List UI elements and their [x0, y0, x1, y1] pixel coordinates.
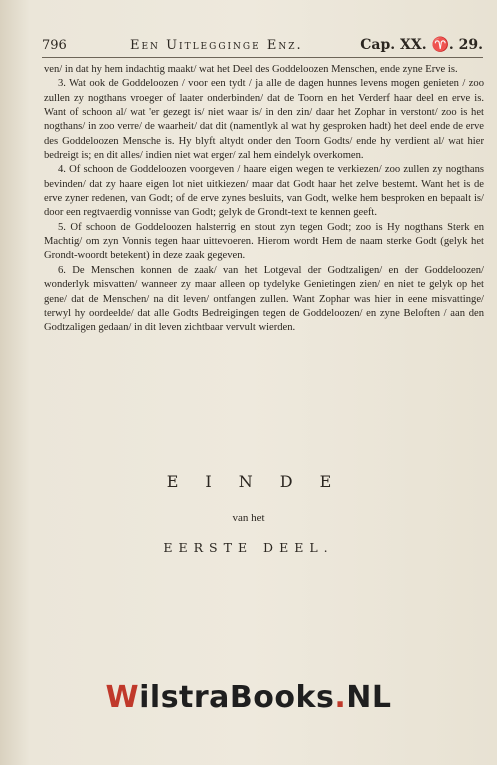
einde-heading: EINDE: [166, 472, 359, 491]
watermark-middle: ilstraBooks: [139, 680, 335, 715]
running-title: Een Uitlegginge Enz.: [130, 38, 303, 53]
paragraph-5: 5. Of schoon de Goddeloozen halsterrig en stout zyn tegen Godt; zoo is Hy nogthans Sterk en Machtig/ om zyn Vonnis tegen haar uittevoeren. Hierom wordt Hem de naam sterke Godt (gelyk het Grondt-woordt betekent) in deze zaak gegeven.: [44, 221, 484, 262]
header-rule: [42, 57, 483, 58]
van-het-line: van het: [232, 512, 265, 524]
watermark-dot: .: [334, 680, 347, 715]
paragraph-continuation: ven/ in dat hy hem indachtig maakt/ wat het Deel des Goddeloozen Menschen, ende zyne Erve is.: [44, 64, 458, 75]
page-header: [42, 34, 483, 56]
page-number: 796: [42, 38, 67, 53]
paragraph-4: 4. Of schoon de Goddeloozen voorgeven / haare eigen wegen te verkiezen/ zoo zullen zy nogthans bevinden/ dat zy haare eigen lot niet uitkiezen/ maar dat Godt haar het zelve bestemt. Want het is de erve zyner redenen, van Godt; of de erve zynes besluits, van Godt, welke hem besproken en bepaalt is/ door een regtvaerdig vonnisse van Godt; gelyk de Grondt-text te kennen geeft.: [44, 164, 484, 219]
paragraph-6: 6. De Menschen konnen de zaak/ van het Lotgeval der Godtzaligen/ en der Goddeloozen/ wonderlyk misvatten/ wanneer zy maar alleen op tydelyke Genietingen zien/ en niet te gelyk op het gene/ dat de Menschen/ na dit leven/ ontfangen zullen. Want Zophar was hier in eene misvattinge/ terwyl hy oordeelde/ dat alle Godts Bedreigingen tegen de Goddeloozen/ en zyne Beloften / aan den Godtzaligen gedaan/ in dit leven zichtbaar vervult wierden.: [44, 264, 484, 334]
wilstrabooks-watermark: [0, 680, 497, 715]
watermark-first-letter: W: [105, 680, 140, 715]
body-text: [44, 63, 484, 336]
paragraph-3: 3. Wat ook de Goddeloozen / voor een tydt / ja alle de dagen hunnes levens mogen genieten / zoo zullen zy nogthans vroeger of laater onderbinden/ dat de Toorn en het Verderf haar deel en erve is. Want of schoon al/ wat 'er gezegt is/ niet waar is/ in den zin/ daar het Zophar in verstont/ zoo is het nogthans/ in zoo verre/ de waarheit/ dat dit (namentlyk al wat hy gesproken hadt) het deel ende de erve des Goddeloozen Mensche is. Hy blyft altydt onder den Toorn Godts/ ende hy verdient al/ wat hier bedreigt is; en dit alles/ indien niet wat erger/ zal hem eindelyk overkomen.: [44, 78, 484, 162]
eerste-deel-line: EERSTE DEEL.: [163, 540, 334, 555]
watermark-suffix: NL: [346, 680, 392, 715]
chapter-reference: Cap. XX. ♈. 29.: [360, 37, 483, 53]
